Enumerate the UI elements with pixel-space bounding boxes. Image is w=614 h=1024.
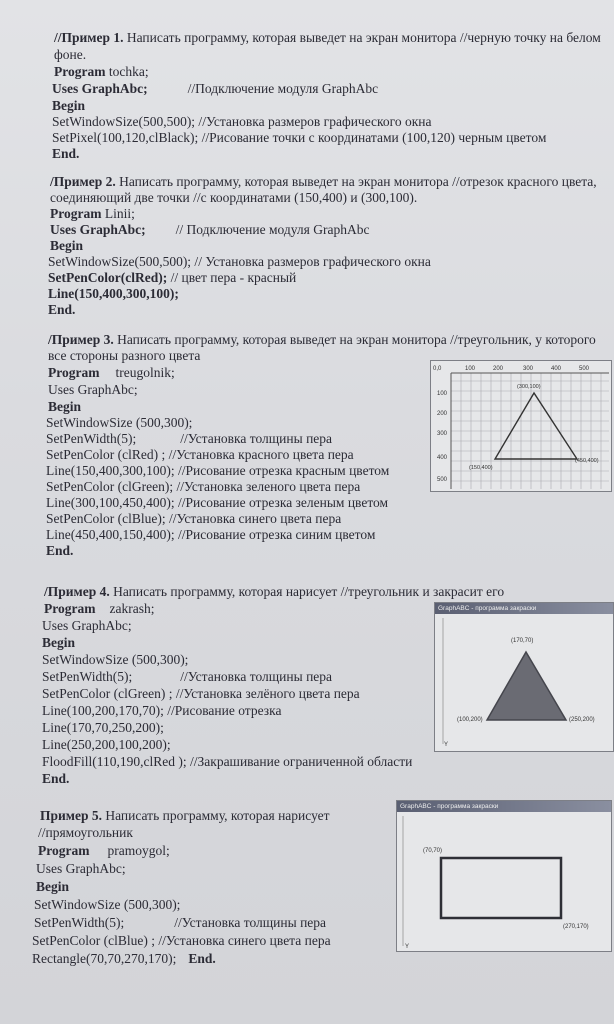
ex3-code-line-7: SetPenColor (clBlue); //Установка синего цвета пера (46, 511, 342, 526)
ex1-begin: Begin (52, 98, 86, 113)
ex3-code-line-4: Line(150,400,300,100); //Рисование отрезка красным цветом (46, 463, 390, 478)
ex4-uses-line: Uses GraphAbc; (42, 618, 132, 633)
ex4-window-titlebar: GraphABC - программа закраски (435, 603, 613, 614)
ex2-begin: Begin (50, 238, 84, 253)
ex4-label-left: (100,200) (457, 717, 483, 723)
ex5-window-titlebar: GraphABC - программа закраски (397, 801, 611, 812)
ex3-title: /Пример 3. Написать программу, которая выведет на экран монитора //треугольник, у которого (48, 332, 596, 347)
ex4-program-line: Program zakrash; (44, 601, 155, 616)
ex3-code-line-5: SetPenColor (clGreen); //Установка зеленого цвета пера (46, 479, 361, 494)
ex4-end: End. (42, 771, 70, 786)
ex4-begin: Begin (42, 635, 76, 650)
ex4-code-line-3: SetPenColor (clGreen) ; //Установка зелёного цвета пера (42, 686, 360, 701)
ex1-code-line-2: SetPixel(100,120,clBlack); //Рисование точки с координатами (100,120) черным цветом (52, 130, 547, 145)
ex4-canvas (435, 614, 613, 751)
ex3-end: End. (46, 543, 74, 558)
ex3-figure-svg (431, 361, 611, 491)
filled-triangle (487, 652, 566, 720)
ex3-code-line-1: SetWindowSize (500,300); (46, 415, 193, 430)
ex5-code-line-1: SetWindowSize (500,300); (34, 897, 181, 912)
ex4-window (434, 602, 614, 752)
ex4-code-line-1: SetWindowSize (500,300); (42, 652, 189, 667)
ex1-title: //Пример 1. Написать программу, которая выведет на экран монитора //черную точку на белом (54, 30, 601, 45)
ex4-code-line-2: SetPenWidth(5); //Установка толщины пера (42, 669, 333, 684)
label-top: (300,100) (517, 384, 541, 390)
ex4-y-label: Y (444, 742, 449, 748)
x-tick-500: 500 (579, 366, 590, 372)
ex4-title: /Пример 4. Написать программу, которая нарисует //треугольник и закрасит его (44, 584, 505, 599)
ex5-uses-line: Uses GraphAbc; (36, 861, 126, 876)
ex4-label-right: (250,200) (569, 717, 595, 723)
ex3-program-line: Program treugolnik; (48, 365, 175, 380)
ex2-program-line: Program Linii; (50, 206, 135, 221)
ex3-begin: Begin (48, 399, 82, 414)
ex1-code-line-1: SetWindowSize(500,500); //Установка размеров графического окна (52, 114, 432, 129)
x-tick-200: 200 (493, 366, 504, 372)
ex3-code-line-6: Line(300,100,450,400); //Рисование отрезка зеленым цветом (46, 495, 389, 510)
x-tick-400: 400 (551, 366, 562, 372)
x-tick-300: 300 (523, 366, 534, 372)
triangle-outline (495, 393, 577, 459)
ex5-code-line-3: SetPenColor (clBlue) ; //Установка синего цвета пера (32, 933, 331, 948)
y-tick-100: 100 (437, 391, 448, 397)
ex5-begin: Begin (36, 879, 70, 894)
ex4-label-top: (170,70) (511, 638, 534, 644)
ex5-label-tl: (70,70) (423, 848, 443, 854)
ex3-code-line-3: SetPenColor (clRed) ; //Установка красного цвета пера (46, 447, 354, 462)
ex1-end: End. (52, 146, 80, 161)
ex2-code-line-1: SetWindowSize(500,500); // Установка размеров графического окна (48, 254, 431, 269)
ex2-code-line-2: SetPenColor(clRed); // цвет пера - красный (48, 270, 297, 285)
ex5-label-br: (270,170) (563, 924, 589, 930)
y-tick-500: 500 (437, 477, 448, 483)
ex5-program-line: Program pramoygol; (38, 843, 170, 858)
ex4-code-line-6: Line(250,200,100,200); (42, 737, 171, 752)
ex2-title: /Пример 2. Написать программу, которая выведет на экран монитора //отрезок красного цвета, (50, 174, 597, 189)
ex2-uses-line: Uses GraphAbc; // Подключение модуля GraphAbc (50, 222, 370, 237)
label-left: (150,400) (469, 465, 493, 471)
x-tick-100: 100 (465, 366, 476, 372)
ex1-uses-line: Uses GraphAbc; //Подключение модуля GraphAbc (52, 81, 379, 96)
ex3-figure (430, 360, 612, 492)
ex5-title: Пример 5. Написать программу, которая нарисует (40, 808, 330, 823)
ex3-code-line-2: SetPenWidth(5); //Установка толщины пера (46, 431, 333, 446)
ex3-uses-line: Uses GraphAbc; (48, 382, 138, 397)
ex5-y-label: Y (405, 944, 410, 950)
y-tick-200: 200 (437, 411, 448, 417)
ex4-code-line-5: Line(170,70,250,200); (42, 720, 164, 735)
ex2-code-line-3: Line(150,400,300,100); (48, 286, 179, 301)
ex5-code-line-4: Rectangle(70,70,270,170); End. (32, 951, 216, 966)
ex3-code-line-8: Line(450,400,150,400); //Рисование отрезка синим цветом (46, 527, 376, 542)
rectangle-shape (441, 858, 561, 918)
grid (451, 373, 609, 489)
x-tick-0: 0,0 (433, 366, 442, 372)
ex1-program-line: Program tochka; (54, 64, 149, 79)
ex5-window (396, 800, 612, 952)
ex2-end: End. (48, 302, 76, 317)
y-tick-400: 400 (437, 455, 448, 461)
y-tick-300: 300 (437, 431, 448, 437)
ex5-canvas (397, 812, 611, 951)
ex4-code-line-7: FloodFill(110,190,clRed ); //Закрашивание ограниченной области (42, 754, 413, 769)
ex4-code-line-4: Line(100,200,170,70); //Рисование отрезка (42, 703, 282, 718)
ex5-code-line-2: SetPenWidth(5); //Установка толщины пера (34, 915, 327, 930)
ex1-title-cont: фоне. (54, 47, 87, 62)
ex3-title-cont: все стороны разного цвета (48, 348, 201, 363)
label-right: (450,400) (575, 458, 599, 464)
ex5-title-cont: //прямоугольник (38, 825, 133, 840)
ex2-title-cont: соединяющий две точки //с координатами (150,400) и (300,100). (50, 190, 418, 205)
